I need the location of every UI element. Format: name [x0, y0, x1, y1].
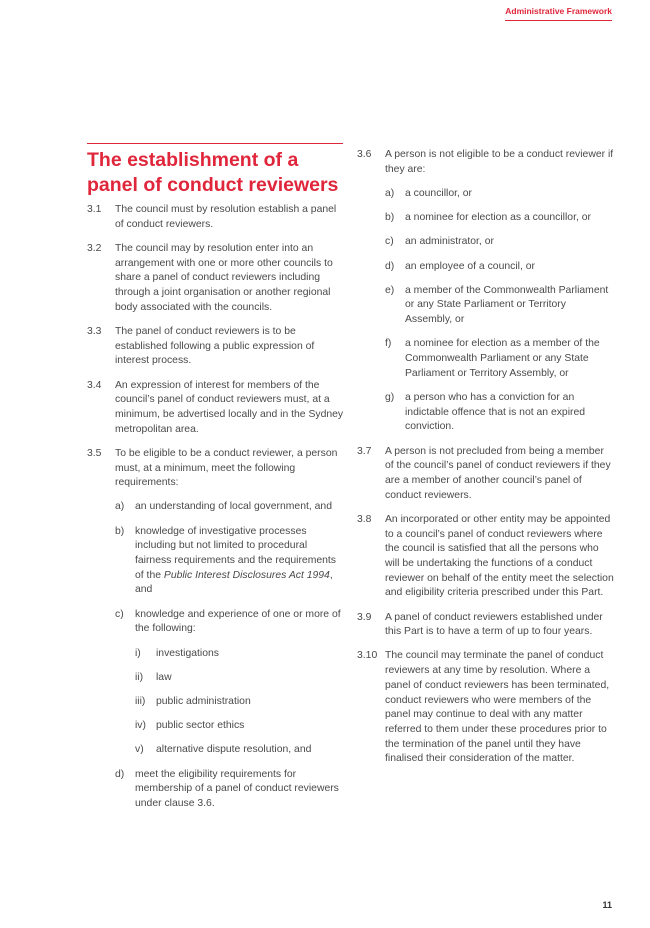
item-label: a): [385, 187, 395, 199]
clause-number: 3.9: [357, 611, 372, 623]
clause-3-5-c-ii: [135, 671, 345, 686]
clause-text: An incorporated or other entity may be appointed to a council’s panel of conduct reviewers where the council is satisfied that all the persons who will be undertaking the functions of a conduct reviewer on behalf of the entity meet the selection and eligibility criteria prescribed under this Part.: [385, 513, 614, 599]
page-number: 11: [602, 900, 612, 910]
subitem-label: i): [135, 647, 141, 659]
item-text: a councillor, or: [405, 187, 472, 199]
item-text: an employee of a council, or: [405, 260, 535, 272]
item-label: d): [385, 260, 395, 272]
clause-text: A person is not eligible to be a conduct reviewer if they are:: [385, 149, 614, 175]
item-text: meet the eligibility requirements for membership of a panel of conduct reviewers under clause 3.6.: [135, 768, 339, 809]
clause-3-8: [357, 513, 615, 601]
item-label: g): [385, 391, 395, 403]
item-text-part: knowledge of investigative processes including but not limited to procedural fairness requirements and the requirements of the: [135, 525, 336, 581]
item-label: f): [385, 338, 392, 350]
clause-3-1: [87, 203, 345, 232]
subitem-label: iii): [135, 695, 146, 707]
clause-text: The council may by resolution enter into an arrangement with one or more other councils to share a panel of conduct reviewers including through a joint organisation or another regional body associated with the councils.: [115, 242, 333, 313]
clause-3-5-c-v: [135, 743, 345, 758]
clause-number: 3.5: [87, 447, 102, 459]
subitem-text: public sector ethics: [156, 720, 245, 732]
subitem-label: iv): [135, 720, 146, 732]
item-label: b): [385, 212, 395, 224]
clause-3-5-c-iii: [135, 695, 345, 710]
item-text: [135, 525, 345, 599]
clause-text: The panel of conduct reviewers is to be established following a public expression of interest process.: [115, 325, 315, 367]
heading-divider: [87, 143, 343, 144]
item-text-part: , and: [135, 569, 333, 596]
item-text: a nominee for election as a member of the Commonwealth Parliament or any State Parliament or Territory Assembly, or: [405, 338, 600, 379]
item-label: c): [385, 236, 394, 248]
clause-text: A panel of conduct reviewers established under this Part is to have a term of up to four years.: [385, 611, 603, 638]
left-column: [87, 143, 345, 821]
clause-text: An expression of interest for members of the council’s panel of conduct reviewers must, at a minimum, be advertised locally and in the Sydney metropolitan area.: [115, 379, 344, 435]
clause-number: 3.3: [87, 325, 102, 337]
clause-3-5-d: [115, 768, 345, 812]
item-text: knowledge and experience of one or more of the following:: [135, 608, 341, 635]
clause-3-6-f: [385, 337, 615, 381]
item-text: an administrator, or: [405, 236, 494, 248]
subitem-text: investigations: [156, 647, 219, 659]
item-label: e): [385, 284, 395, 296]
item-label: b): [115, 525, 125, 537]
right-column: [357, 148, 615, 777]
clause-3-9: [357, 611, 615, 640]
clause-text: A person is not precluded from being a member of the council’s panel of conduct reviewers if they are a member of another council’s panel of conduct reviewers.: [385, 445, 611, 501]
clause-number: 3.2: [87, 242, 102, 254]
item-label: d): [115, 768, 125, 780]
clause-number: 3.10: [357, 650, 378, 662]
clause-3-5-b: [115, 525, 345, 599]
item-text: a member of the Commonwealth Parliament or any State Parliament or Territory Assembly, or: [405, 284, 609, 326]
subitem-label: v): [135, 744, 144, 756]
clause-3-2: [87, 242, 345, 316]
item-label: a): [115, 501, 125, 513]
item-text: a nominee for election as a councillor, or: [405, 212, 591, 224]
clause-3-6-d: [385, 260, 615, 275]
clause-3-7: [357, 445, 615, 504]
clause-3-6-a: [385, 187, 615, 202]
clause-number: 3.7: [357, 445, 372, 457]
item-label: c): [115, 608, 124, 620]
clause-3-4: [87, 379, 345, 438]
clause-3-6-b: [385, 211, 615, 226]
clause-3-6-c: [385, 235, 615, 250]
clause-text: To be eligible to be a conduct reviewer, a person must, at a minimum, meet the following requirements:: [115, 447, 338, 489]
clause-number: 3.8: [357, 513, 372, 525]
clause-3-6: [357, 148, 615, 177]
clause-text: The council must by resolution establish a panel of conduct reviewers.: [115, 204, 337, 230]
subitem-text: public administration: [156, 695, 251, 707]
clause-3-10: [357, 649, 615, 767]
act-title: Public Interest Disclosures Act 1994: [163, 569, 330, 581]
section-heading: The establishment of a panel of conduct reviewers: [87, 149, 339, 196]
running-header: Administrative Framework: [505, 6, 612, 21]
clause-number: 3.4: [87, 379, 102, 391]
clause-3-3: [87, 325, 345, 369]
clause-number: 3.1: [87, 204, 102, 215]
clause-number: 3.6: [357, 149, 372, 160]
subitem-text: law: [156, 671, 172, 683]
subitem-label: ii): [135, 671, 144, 683]
clause-3-5-c: [115, 608, 345, 637]
item-text: a person who has a conviction for an indictable offence that is not an expired conviction.: [405, 391, 586, 433]
clause-text: The council may terminate the panel of conduct reviewers at any time by resolution. Where a panel of conduct reviewers has been terminated, conduct reviewers who were members of the panel may continue to deal with any matter referred to them under these procedures prior to the termination of the panel until they have finalised their consideration of the matter.: [385, 650, 610, 765]
clause-3-6-g: [385, 391, 615, 435]
clause-3-5: [87, 447, 345, 491]
item-text: an understanding of local government, and: [135, 501, 332, 513]
subitem-text: alternative dispute resolution, and: [156, 744, 312, 756]
clause-3-5-c-iv: [135, 719, 345, 734]
clause-3-6-e: [385, 284, 615, 328]
clause-3-5-c-i: [135, 647, 345, 662]
clause-3-5-a: [115, 500, 345, 515]
